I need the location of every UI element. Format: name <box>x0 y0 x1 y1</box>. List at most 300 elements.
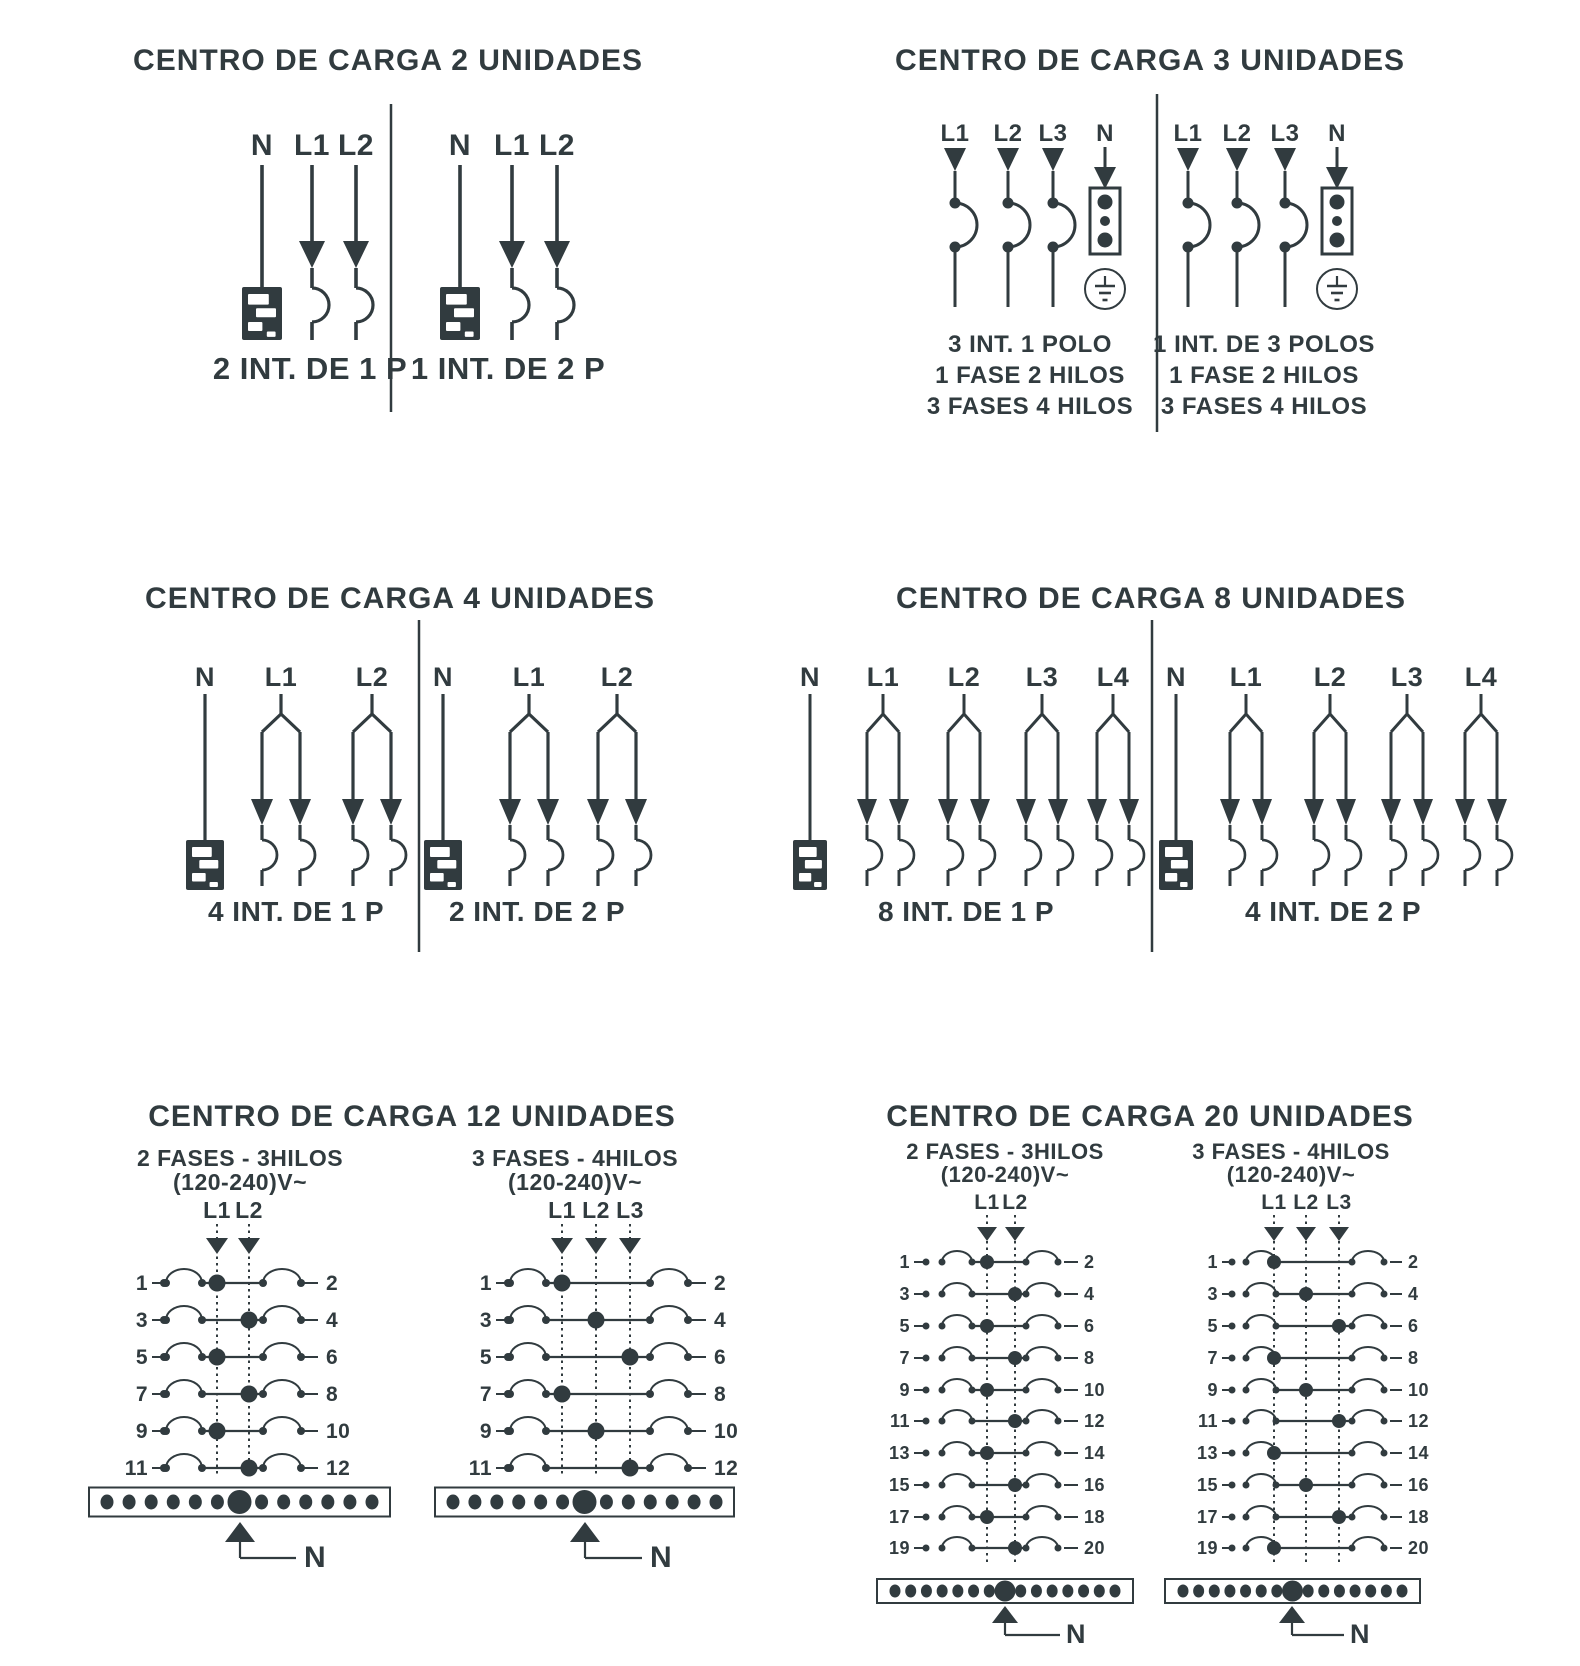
terminal-dot <box>1330 233 1345 248</box>
breaker-arc-icon <box>391 840 406 870</box>
breaker-arc-icon <box>980 840 995 870</box>
feed-arrow-icon <box>619 1238 641 1254</box>
cc12-left-subtitle-1: 2 FASES - 3HILOS <box>136 1145 344 1171</box>
bus-main-lug <box>573 1490 597 1514</box>
neutral-connector-slot <box>448 882 456 887</box>
breaker-arc-icon <box>300 840 315 870</box>
breaker-arc-icon <box>510 1306 546 1320</box>
node-dot <box>1055 1482 1062 1489</box>
breaker-arc-icon <box>312 288 329 322</box>
breaker-arc-icon <box>1058 840 1073 870</box>
terminal-dot <box>923 1545 930 1552</box>
feed-arrow-icon <box>1413 799 1433 825</box>
circuit-number: 19 <box>1196 1538 1218 1558</box>
circuit-number: 16 <box>1084 1475 1106 1495</box>
phase-label: L1 <box>1173 120 1203 147</box>
feed-arrow-icon <box>1455 799 1475 825</box>
breaker-arc-icon <box>1352 1506 1384 1517</box>
phase-wire <box>1097 714 1113 732</box>
bus-terminal-dot <box>1178 1585 1189 1598</box>
neutral-label: N <box>1166 662 1186 692</box>
circuit-number: 6 <box>1084 1316 1095 1336</box>
cc20-left-neutral-label: N <box>1066 1619 1086 1649</box>
circuit-number: 3 <box>899 1284 910 1304</box>
feed-arrow-icon <box>499 241 525 268</box>
bus-terminal-dot <box>666 1495 679 1510</box>
cc12-right-subtitle-1: 3 FASES - 4HILOS <box>471 1145 679 1171</box>
breaker-arc-icon <box>510 1454 546 1468</box>
circuit-number: 1 <box>135 1272 148 1295</box>
circuit-number: 5 <box>1207 1316 1218 1336</box>
breaker-arc-icon <box>1097 840 1112 870</box>
bus-terminal-dot <box>644 1495 657 1510</box>
terminal-dot <box>1229 1259 1236 1266</box>
phase-label: L4 <box>1096 662 1130 692</box>
bus-terminal-dot <box>556 1495 569 1510</box>
breaker-arc-icon <box>548 840 563 870</box>
circuit-number: 14 <box>1084 1443 1106 1463</box>
terminal-dot <box>1098 233 1113 248</box>
phase-label: L3 <box>1390 662 1424 692</box>
breaker-arc-icon <box>942 1474 972 1485</box>
circuit-number: 2 <box>1408 1252 1419 1272</box>
circuit-number: 9 <box>1207 1380 1218 1400</box>
phase-tap-dot <box>209 1275 226 1292</box>
cc3-caption-right-3: 3 FASES 4 HILOS <box>1160 393 1368 420</box>
circuit-number: 15 <box>888 1475 910 1495</box>
phase-tap-dot <box>1332 1414 1346 1428</box>
circuit-number: 6 <box>1408 1316 1419 1336</box>
breaker-arc-icon <box>512 288 529 322</box>
breaker-arc-icon <box>1026 1379 1058 1390</box>
circuit-number: 1 <box>479 1272 492 1295</box>
feed-arrow-icon <box>1119 799 1139 825</box>
cc20-right-subtitle-1: 3 FASES - 4HILOS <box>1192 1139 1390 1164</box>
phase-wire <box>1465 714 1481 732</box>
circuit-number: 20 <box>1408 1538 1430 1558</box>
breaker-arc-icon <box>650 1417 688 1431</box>
breaker-arc-icon <box>650 1343 688 1357</box>
breaker-arc-icon <box>1026 1283 1058 1294</box>
breaker-arc-icon <box>1352 1379 1384 1390</box>
feed-arrow-icon <box>857 799 877 825</box>
breaker-arc-icon <box>1237 203 1259 247</box>
neutral-label: N <box>250 129 274 162</box>
phase-wire <box>883 714 899 732</box>
breaker-arc-icon <box>1026 1251 1058 1262</box>
phase-tap-dot <box>241 1460 258 1477</box>
bus-terminal-dot <box>1240 1585 1251 1598</box>
phase-label: L2 <box>235 1197 263 1223</box>
phase-tap-dot <box>209 1423 226 1440</box>
bus-terminal-dot <box>101 1495 114 1510</box>
phase-label: L1 <box>940 120 970 147</box>
terminal-dot <box>1330 195 1345 210</box>
circuit-number: 4 <box>326 1309 339 1332</box>
circuit-number: 8 <box>326 1383 339 1406</box>
breaker-arc-icon <box>650 1306 688 1320</box>
phase-label: L1 <box>264 662 298 692</box>
phase-label: L2 <box>1293 1191 1319 1214</box>
circuit-number: 11 <box>124 1457 148 1480</box>
neutral-connector-slot <box>192 847 212 857</box>
circuit-number: 6 <box>714 1346 727 1369</box>
terminal-dot <box>923 1323 930 1330</box>
bus-terminal-dot <box>1094 1585 1105 1598</box>
phase-label: L1 <box>974 1191 1000 1214</box>
phase-wire <box>1330 714 1346 732</box>
phase-label: L2 <box>337 129 375 162</box>
feed-arrow-icon <box>970 799 990 825</box>
circuit-number: 3 <box>479 1309 492 1332</box>
breaker-arc-icon <box>1026 1537 1058 1548</box>
node-dot <box>1055 1291 1062 1298</box>
neutral-arrow-icon <box>992 1606 1018 1623</box>
node-dot <box>1381 1514 1388 1521</box>
feed-arrow-icon <box>342 799 364 825</box>
circuit-number: 17 <box>888 1507 910 1527</box>
breaker-arc-icon <box>1352 1315 1384 1326</box>
phase-label: L2 <box>582 1197 610 1223</box>
feed-arrow-icon <box>251 799 273 825</box>
circuit-number: 12 <box>326 1457 351 1480</box>
cc12-left-subtitle-2: (120-240)V~ <box>173 1169 307 1195</box>
breaker-arc-icon <box>1129 840 1144 870</box>
neutral-connector-slot <box>465 332 474 337</box>
circuit-number: 17 <box>1196 1507 1218 1527</box>
phase-label: L1 <box>203 1197 231 1223</box>
bus-terminal-dot <box>366 1495 379 1510</box>
phase-wire <box>262 714 281 732</box>
circuit-number: 7 <box>479 1383 492 1406</box>
phase-tap-dot <box>588 1423 605 1440</box>
circuit-number: 2 <box>326 1272 339 1295</box>
phase-tap-dot <box>588 1312 605 1329</box>
bus-terminal-dot <box>1031 1585 1042 1598</box>
feed-arrow-icon <box>1329 1227 1349 1241</box>
breaker-arc-icon <box>1497 840 1512 870</box>
terminal-dot <box>1100 216 1110 226</box>
neutral-connector-slot <box>1165 847 1183 857</box>
breaker-arc-icon <box>263 1454 301 1468</box>
cc12-right-neutral-label: N <box>650 1541 672 1574</box>
neutral-connector-slot <box>1171 860 1188 869</box>
breaker-arc-icon <box>1465 840 1480 870</box>
cc20-right-neutral-label: N <box>1350 1619 1370 1649</box>
breaker-arc-icon <box>1026 840 1041 870</box>
cc20-left-subtitle-1: 2 FASES - 3HILOS <box>906 1139 1104 1164</box>
phase-tap-dot <box>1267 1446 1281 1460</box>
circuit-number: 18 <box>1084 1507 1106 1527</box>
circuit-number: 13 <box>888 1443 910 1463</box>
phase-wire <box>510 714 529 732</box>
phase-tap-dot <box>1267 1541 1281 1555</box>
node-dot <box>1381 1387 1388 1394</box>
breaker-arc-icon <box>636 840 651 870</box>
feed-arrow-icon <box>944 148 966 171</box>
feed-arrow-icon <box>289 799 311 825</box>
neutral-label: N <box>448 129 472 162</box>
phase-wire <box>372 714 391 732</box>
terminal-dot <box>1229 1291 1236 1298</box>
phase-tap-dot <box>1267 1255 1281 1269</box>
phase-label: L2 <box>600 662 634 692</box>
phase-wire <box>281 714 300 732</box>
terminal-dot <box>1332 216 1342 226</box>
ground-icon <box>1317 269 1357 309</box>
phase-tap-dot <box>980 1383 994 1397</box>
breaker-arc-icon <box>942 1506 972 1517</box>
circuit-number: 13 <box>1196 1443 1218 1463</box>
phase-wire <box>1314 714 1330 732</box>
phase-label: L1 <box>866 662 900 692</box>
circuit-number: 8 <box>1408 1348 1419 1368</box>
node-dot <box>1381 1323 1388 1330</box>
bus-terminal-dot <box>1193 1585 1204 1598</box>
phase-tap-dot <box>622 1460 639 1477</box>
panel-cc8-title: CENTRO DE CARGA 8 UNIDADES <box>896 582 1406 615</box>
breaker-arc-icon <box>166 1417 202 1431</box>
phase-label: L2 <box>993 120 1023 147</box>
circuit-number: 8 <box>714 1383 727 1406</box>
breaker-arc-icon <box>1026 1347 1058 1358</box>
phase-wire <box>867 714 883 732</box>
phase-label: L3 <box>1326 1191 1352 1214</box>
neutral-connector-slot <box>430 873 444 882</box>
breaker-arc-icon <box>1391 840 1406 870</box>
circuit-number: 9 <box>479 1420 492 1443</box>
breaker-arc-icon <box>1008 203 1030 247</box>
phase-tap-dot <box>554 1386 571 1403</box>
neutral-connector-slot <box>1180 882 1187 887</box>
bus-terminal-dot <box>937 1585 948 1598</box>
node-dot <box>1055 1387 1062 1394</box>
breaker-arc-icon <box>650 1454 688 1468</box>
node-dot <box>1055 1545 1062 1552</box>
bus-main-lug <box>228 1490 252 1514</box>
phase-tap-dot <box>1332 1510 1346 1524</box>
terminal-dot <box>923 1291 930 1298</box>
cc3-caption-left-1: 3 INT. 1 POLO <box>948 331 1112 358</box>
breaker-arc-icon <box>510 840 525 870</box>
circuit-number: 3 <box>1207 1284 1218 1304</box>
circuit-number: 4 <box>1408 1284 1419 1304</box>
feed-arrow-icon <box>1226 148 1248 171</box>
breaker-arc-icon <box>510 1417 546 1431</box>
neutral-arrow-icon <box>1326 167 1348 189</box>
circuit-number: 4 <box>1084 1284 1095 1304</box>
breaker-arc-icon <box>263 1343 301 1357</box>
feed-arrow-icon <box>537 799 559 825</box>
breaker-arc-icon <box>948 840 963 870</box>
bus-terminal-dot <box>1365 1585 1376 1598</box>
breaker-arc-icon <box>867 840 882 870</box>
circuit-number: 1 <box>1207 1252 1218 1272</box>
phase-tap-dot <box>241 1386 258 1403</box>
bus-main-lug <box>1282 1581 1303 1602</box>
breaker-arc-icon <box>1352 1537 1384 1548</box>
feed-arrow-icon <box>551 1238 573 1254</box>
panel-cc4-title: CENTRO DE CARGA 4 UNIDADES <box>145 582 655 615</box>
phase-tap-dot <box>1299 1287 1313 1301</box>
phase-tap-dot <box>1008 1287 1022 1301</box>
breaker-arc-icon <box>353 840 368 870</box>
phase-label: L1 <box>512 662 546 692</box>
circuit-number: 12 <box>1084 1411 1106 1431</box>
bus-terminal-dot <box>1318 1585 1329 1598</box>
circuit-number: 5 <box>135 1346 148 1369</box>
bus-terminal-dot <box>447 1495 460 1510</box>
panel-cc2-title: CENTRO DE CARGA 2 UNIDADES <box>133 44 643 77</box>
cc4-caption-right: 2 INT. DE 2 P <box>448 896 626 927</box>
bus-terminal-dot <box>1015 1585 1026 1598</box>
terminal-dot <box>923 1418 930 1425</box>
circuit-number: 2 <box>714 1272 727 1295</box>
breaker-arc-icon <box>510 1380 546 1394</box>
neutral-arrow-icon <box>1279 1606 1305 1623</box>
feed-arrow-icon <box>889 799 909 825</box>
phase-wire <box>353 714 372 732</box>
terminal-dot <box>923 1514 930 1521</box>
circuit-number: 12 <box>714 1457 739 1480</box>
breaker-arc-icon <box>166 1343 202 1357</box>
breaker-arc-icon <box>1246 1315 1276 1326</box>
bus-terminal-dot <box>1303 1585 1314 1598</box>
neutral-label: N <box>433 662 453 692</box>
circuit-number: 5 <box>899 1316 910 1336</box>
bus-terminal-dot <box>1078 1585 1089 1598</box>
feed-arrow-icon <box>1042 148 1064 171</box>
bus-terminal-dot <box>299 1495 312 1510</box>
breaker-arc-icon <box>1352 1410 1384 1421</box>
phase-tap-dot <box>554 1275 571 1292</box>
breaker-arc-icon <box>1246 1474 1276 1485</box>
breaker-arc-icon <box>262 840 277 870</box>
phase-tap-dot <box>209 1349 226 1366</box>
breaker-arc-icon <box>942 1251 972 1262</box>
breaker-arc-icon <box>1352 1347 1384 1358</box>
circuit-number: 10 <box>326 1420 351 1443</box>
bus-terminal-dot <box>1256 1585 1267 1598</box>
breaker-arc-icon <box>356 288 373 322</box>
neutral-label: N <box>800 662 820 692</box>
cc12-left-neutral-label: N <box>304 1541 326 1574</box>
neutral-connector-slot <box>437 860 456 869</box>
bus-terminal-dot <box>468 1495 481 1510</box>
neutral-connector-slot <box>192 873 206 882</box>
feed-arrow-icon <box>1087 799 1107 825</box>
node-dot <box>1055 1514 1062 1521</box>
neutral-connector-slot <box>799 873 811 882</box>
breaker-arc-icon <box>510 1269 546 1283</box>
breaker-arc-icon <box>1246 1283 1276 1294</box>
feed-arrow-icon <box>1296 1227 1316 1241</box>
breaker-arc-icon <box>1285 203 1307 247</box>
neutral-connector-slot <box>446 322 460 331</box>
bus-terminal-dot <box>1271 1585 1282 1598</box>
cc3-caption-left-3: 3 FASES 4 HILOS <box>926 393 1134 420</box>
bus-terminal-dot <box>1381 1585 1392 1598</box>
feed-arrow-icon <box>625 799 647 825</box>
phase-tap-dot <box>1008 1414 1022 1428</box>
feed-arrow-icon <box>587 799 609 825</box>
feed-arrow-icon <box>499 799 521 825</box>
breaker-arc-icon <box>1026 1506 1058 1517</box>
circuit-number: 10 <box>1084 1380 1106 1400</box>
terminal-dot <box>1229 1450 1236 1457</box>
neutral-connector-slot <box>805 860 822 869</box>
breaker-arc-icon <box>166 1306 202 1320</box>
phase-tap-dot <box>1008 1478 1022 1492</box>
breaker-arc-icon <box>942 1283 972 1294</box>
circuit-number: 16 <box>1408 1475 1430 1495</box>
breaker-arc-icon <box>942 1442 972 1453</box>
panel-cc20-title: CENTRO DE CARGA 20 UNIDADES <box>886 1100 1414 1133</box>
phase-tap-dot <box>980 1446 994 1460</box>
breaker-arc-icon <box>1026 1442 1058 1453</box>
feed-arrow-icon <box>997 148 1019 171</box>
breaker-arc-icon <box>510 1343 546 1357</box>
bus-terminal-dot <box>688 1495 701 1510</box>
neutral-connector-slot <box>1165 873 1177 882</box>
phase-label: L2 <box>1002 1191 1028 1214</box>
bus-terminal-dot <box>905 1585 916 1598</box>
breaker-arc-icon <box>942 1347 972 1358</box>
feed-arrow-icon <box>938 799 958 825</box>
bus-main-lug <box>995 1581 1016 1602</box>
circuit-number: 6 <box>326 1346 339 1369</box>
neutral-connector-slot <box>454 308 474 317</box>
node-dot <box>1381 1259 1388 1266</box>
breaker-arc-icon <box>1026 1315 1058 1326</box>
node-dot <box>1381 1418 1388 1425</box>
feed-arrow-icon <box>544 241 570 268</box>
neutral-connector-slot <box>814 882 821 887</box>
feed-arrow-icon <box>1381 799 1401 825</box>
breaker-arc-icon <box>263 1417 301 1431</box>
circuit-number: 14 <box>1408 1443 1430 1463</box>
neutral-arrow-icon <box>225 1522 255 1542</box>
phase-tap-dot <box>1332 1319 1346 1333</box>
neutral-connector-slot <box>199 860 218 869</box>
breaker-arc-icon <box>166 1269 202 1283</box>
phase-wire <box>598 714 617 732</box>
phase-tap-dot <box>1299 1383 1313 1397</box>
feed-arrow-icon <box>1274 148 1296 171</box>
phase-label: L3 <box>1270 120 1300 147</box>
breaker-arc-icon <box>955 203 977 247</box>
feed-arrow-icon <box>1336 799 1356 825</box>
node-dot <box>1055 1323 1062 1330</box>
circuit-number: 15 <box>1196 1475 1218 1495</box>
cc8-caption-right: 4 INT. DE 2 P <box>1244 896 1422 927</box>
feed-arrow-icon <box>1048 799 1068 825</box>
phase-tap-dot <box>1267 1351 1281 1365</box>
neutral-label: N <box>1328 120 1346 147</box>
breaker-arc-icon <box>557 288 574 322</box>
phase-wire <box>529 714 548 732</box>
breaker-arc-icon <box>1230 840 1245 870</box>
bus-terminal-dot <box>710 1495 723 1510</box>
breaker-arc-icon <box>942 1537 972 1548</box>
breaker-arc-icon <box>166 1380 202 1394</box>
breaker-arc-icon <box>598 840 613 870</box>
phase-label: L1 <box>1261 1191 1287 1214</box>
phase-wire <box>1113 714 1129 732</box>
neutral-arrow-icon <box>1094 167 1116 189</box>
phase-label: L2 <box>947 662 981 692</box>
phase-wire <box>964 714 980 732</box>
